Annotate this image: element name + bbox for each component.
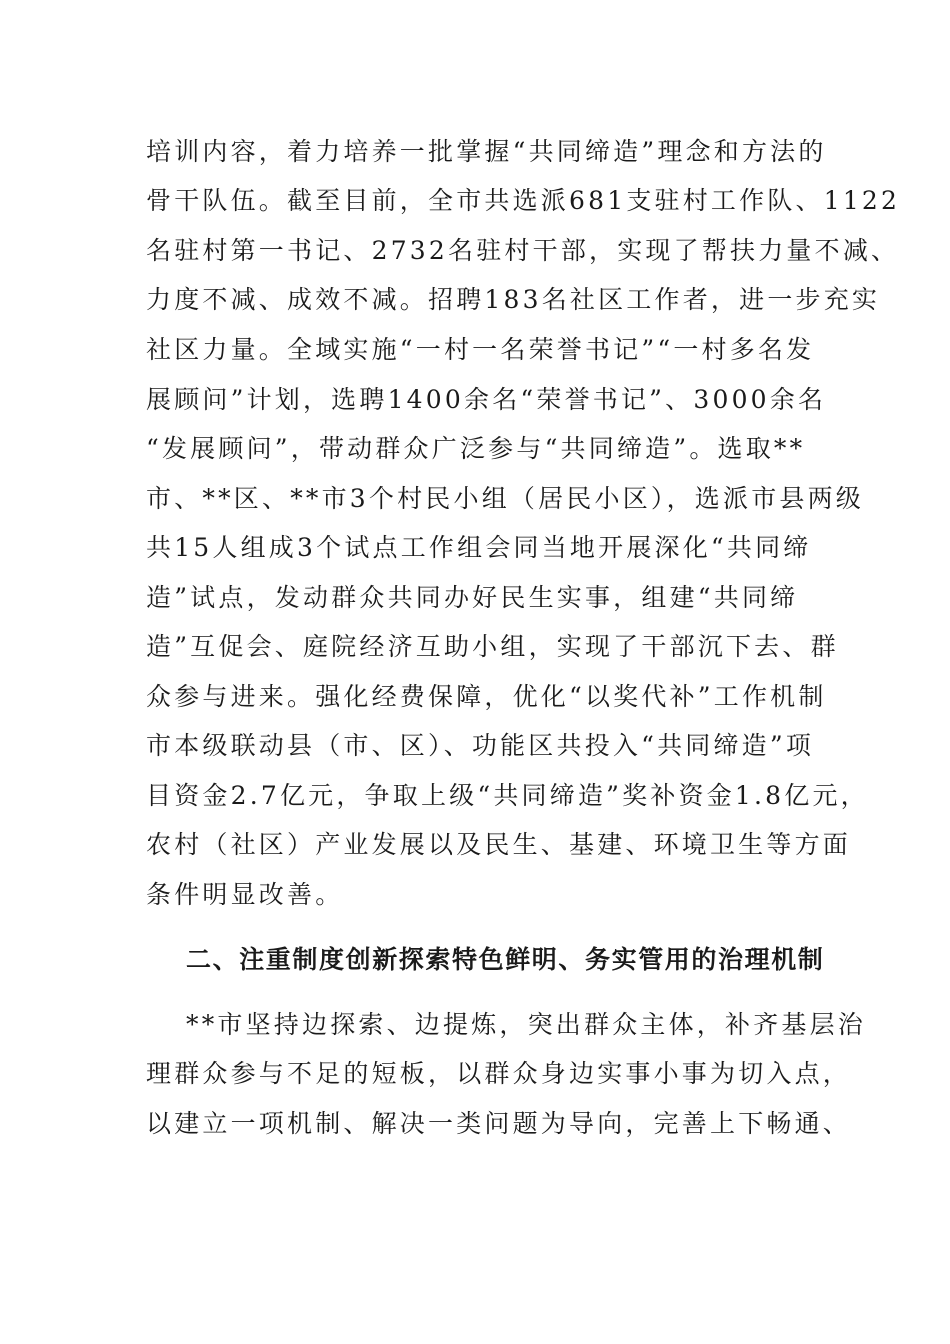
body-text-line: 培训内容，着力培养一批掌握“共同缔造”理念和方法的: [146, 137, 827, 166]
body-text-line: 骨干队伍。截至目前，全市共选派681支驻村工作队、1122: [146, 186, 901, 215]
body-text-line: 市、**区、**市3个村民小组（居民小区），选派市县两级: [146, 484, 865, 513]
body-text-line: 造”试点，发动群众共同办好民生实事，组建“共同缔: [146, 583, 799, 612]
body-text-line: **市坚持边探索、边提炼，突出群众主体，补齐基层治: [186, 1010, 867, 1039]
body-text-line: 展顾问”计划，选聘1400余名“荣誉书记”、3000余名: [146, 385, 827, 414]
body-text-line: 社区力量。全域实施“一村一名荣誉书记”“一村多名发: [146, 335, 815, 364]
body-text-line: 共15人组成3个试点工作组会同当地开展深化“共同缔: [146, 533, 812, 562]
body-text-line: 理群众参与不足的短板，以群众身边实事小事为切入点，: [146, 1059, 852, 1088]
section-heading: 二、注重制度创新探索特色鲜明、务实管用的治理机制: [186, 945, 825, 974]
body-text-line: 力度不减、成效不减。招聘183名社区工作者，进一步充实: [146, 285, 881, 314]
body-text-line: 农村（社区）产业发展以及民生、基建、环境卫生等方面: [146, 830, 852, 859]
body-text-line: 众参与进来。强化经费保障，优化“以奖代补”工作机制: [146, 682, 827, 711]
body-text-line: 造”互促会、庭院经济互助小组，实现了干部沉下去、群: [146, 632, 839, 661]
body-text-line: 目资金2.7亿元，争取上级“共同缔造”奖补资金1.8亿元，: [146, 781, 869, 810]
body-text-line: 条件明显改善。: [146, 880, 344, 909]
body-text-line: 以建立一项机制、解决一类问题为导向，完善上下畅通、: [146, 1109, 852, 1138]
body-text-line: “发展顾问”，带动群众广泛参与“共同缔造”。选取**: [146, 434, 806, 463]
body-text-line: 市本级联动县（市、区）、功能区共投入“共同缔造”项: [146, 731, 815, 760]
body-text-line: 名驻村第一书记、2732名驻村干部，实现了帮扶力量不减、: [146, 236, 900, 265]
